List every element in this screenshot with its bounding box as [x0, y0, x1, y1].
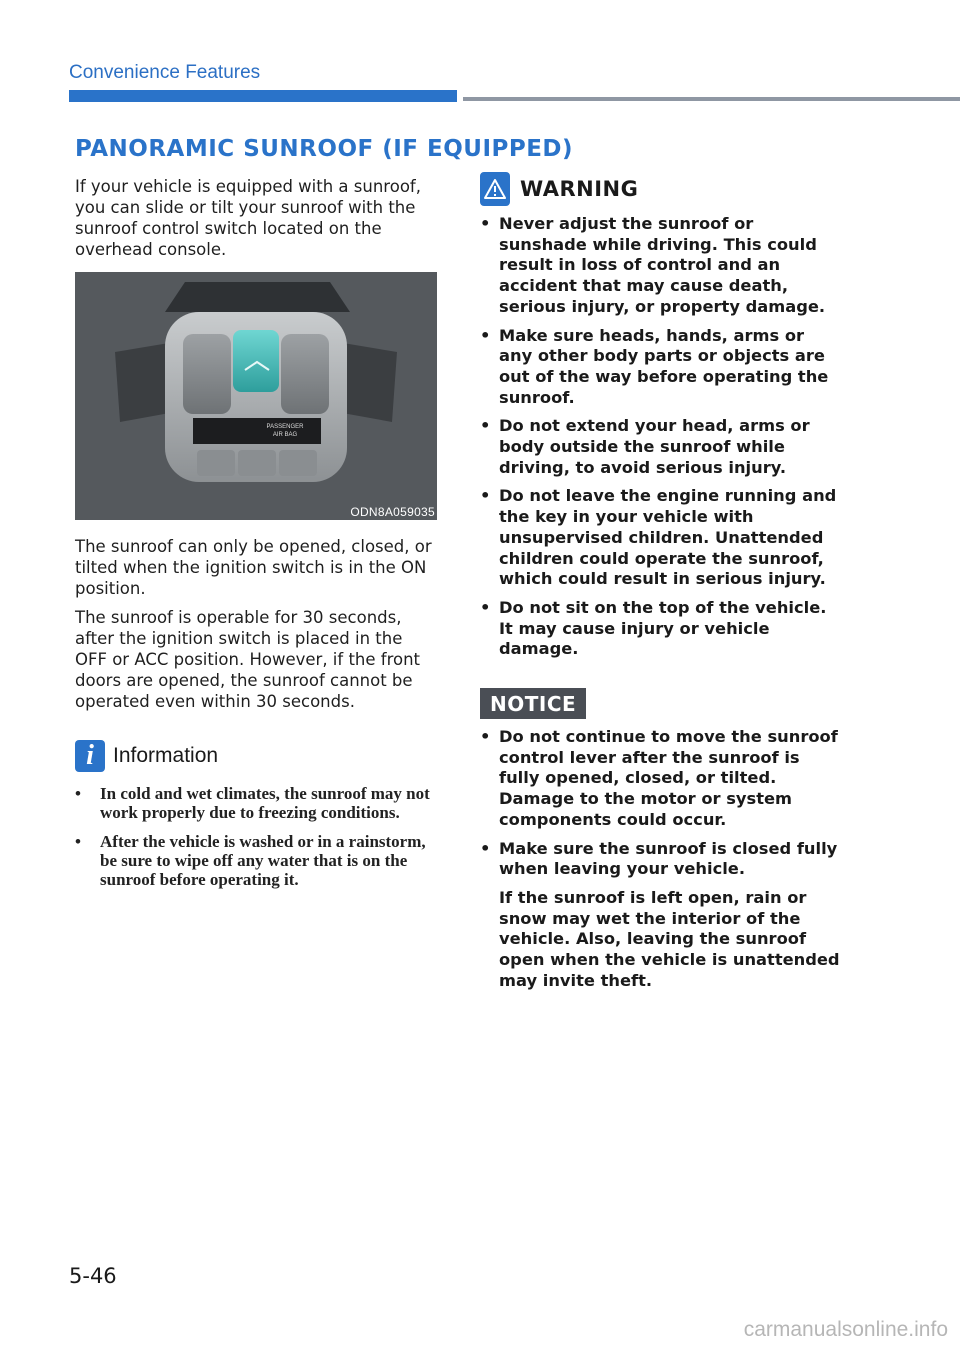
- left-column: [75, 176, 437, 899]
- warning-header: [480, 172, 840, 206]
- warning-item: • Do not extend your head, arms or body outside the sunroof while driving, to avoid serious injury.: [480, 416, 840, 478]
- warning-title: WARNING: [520, 177, 639, 201]
- warning-triangle-icon: [480, 172, 510, 206]
- right-column: [480, 172, 840, 1000]
- section-title: Convenience Features: [69, 62, 261, 83]
- header-rule-accent: [69, 90, 457, 102]
- ignition-paragraph: The sunroof can only be opened, closed, or tilted when the ignition switch is in the ON position.: [75, 537, 432, 598]
- notice-item: • Do not continue to move the sunroof control lever after the sunroof is fully opened, closed, or tilted. Damage to the motor or system components could occur.: [480, 727, 840, 831]
- notice-list: [480, 727, 840, 991]
- warning-item: • Make sure heads, hands, arms or any other body parts or objects are out of the way before operating the sunroof.: [480, 326, 840, 409]
- information-item: • After the vehicle is washed or in a rainstorm, be sure to wipe off any water that is on the sunroof before operating it.: [75, 832, 437, 889]
- overhead-console-illustration: [75, 272, 437, 520]
- notice-item: [480, 839, 840, 992]
- page-number: 5-46: [69, 1264, 117, 1288]
- information-title: Information: [113, 744, 219, 767]
- header-rule: [463, 97, 960, 101]
- airbag-label: AIR BAG: [272, 432, 298, 438]
- intro-paragraph: If your vehicle is equipped with a sunroof, you can slide or tilt your sunroof with the sunroof control switch located on the overhead console.: [75, 177, 421, 259]
- notice-badge: NOTICE: [480, 688, 586, 719]
- warning-item: • Do not leave the engine running and the key in your vehicle with unsupervised children. Unattended children could operate the sunroof, which could result in serious injury.: [480, 486, 840, 590]
- notice-item-subtext: If the sunroof is left open, rain or snow may wet the interior of the vehicle. Also, leaving the sunroof open when the vehicle is unattended may invite theft.: [499, 887, 840, 990]
- warning-item: • Never adjust the sunroof or sunshade while driving. This could result in loss of control and an accident that may cause death, serious injury, or property damage.: [480, 214, 840, 318]
- warning-list: [480, 214, 840, 660]
- information-item: • In cold and wet climates, the sunroof may not work properly due to freezing conditions.: [75, 784, 437, 822]
- warning-item: • Do not sit on the top of the vehicle. It may cause injury or vehicle damage.: [480, 598, 840, 660]
- operable-paragraph: The sunroof is operable for 30 seconds, after the ignition switch is placed in the OFF or ACC position. However, if the front doors are opened, the sunroof cannot be operated even within 30 seconds.: [75, 608, 421, 711]
- information-header: [75, 740, 437, 772]
- photo-code: ODN8A059035: [350, 505, 435, 519]
- passenger-label: PASSENGER: [266, 424, 304, 430]
- page-heading: PANORAMIC SUNROOF (IF EQUIPPED): [75, 136, 574, 162]
- information-icon: i: [75, 740, 105, 772]
- watermark: carmanualsonline.info: [743, 1318, 948, 1341]
- notice-item-text: Make sure the sunroof is closed fully when leaving your vehicle.: [499, 838, 838, 879]
- overhead-console-photo: [75, 272, 437, 520]
- information-list: [75, 784, 437, 889]
